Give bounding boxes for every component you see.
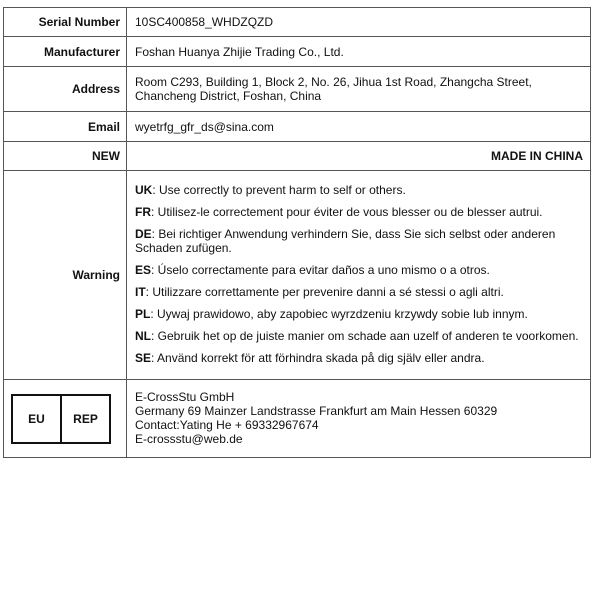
warning-line-nl bbox=[135, 329, 584, 343]
lang-code: UK bbox=[135, 183, 153, 197]
lang-code: ES bbox=[135, 263, 152, 277]
lang-code: SE bbox=[135, 351, 152, 365]
lang-code: DE bbox=[135, 227, 152, 241]
email-row bbox=[4, 112, 591, 142]
serial-number-label: Serial Number bbox=[4, 8, 127, 37]
manufacturer-label: Manufacturer bbox=[4, 37, 127, 67]
warning-sentence: : Úselo correctamente para evitar daños a uno mismo o a otros. bbox=[151, 263, 490, 277]
eu-rep-badge bbox=[11, 394, 111, 444]
serial-number-value: 10SC400858_WHDZQZD bbox=[127, 8, 591, 37]
warning-sentence: : Utilisez-le correctement pour éviter de vous blesser ou de blesser autrui. bbox=[151, 205, 543, 219]
email-value: wyetrfg_gfr_ds@sina.com bbox=[127, 112, 591, 142]
warning-text bbox=[127, 171, 591, 380]
warning-sentence: : Use correctly to prevent harm to self or others. bbox=[152, 183, 406, 197]
address-label: Address bbox=[4, 67, 127, 112]
warning-line-es bbox=[135, 263, 584, 277]
warning-line-pl bbox=[135, 307, 584, 321]
eu-rep-email: E-crossstu@web.de bbox=[135, 432, 243, 446]
warning-label: Warning bbox=[4, 171, 127, 380]
lang-code: IT bbox=[135, 285, 146, 299]
manufacturer-value: Foshan Huanya Zhijie Trading Co., Ltd. bbox=[127, 37, 591, 67]
eu-rep-contact: Contact:Yating He + 69332967674 bbox=[135, 418, 319, 432]
warning-row bbox=[4, 171, 591, 380]
serial-number-row bbox=[4, 8, 591, 37]
warning-sentence: : Gebruik het op de juiste manier om schade aan uzelf of anderen te voorkomen. bbox=[151, 329, 579, 343]
made-in-china-value: MADE IN CHINA bbox=[127, 142, 591, 171]
warning-line-de bbox=[135, 227, 584, 255]
product-label-table bbox=[3, 7, 591, 458]
new-label: NEW bbox=[4, 142, 127, 171]
warning-sentence: : Uywaj prawidowo, aby zapobiec wyrzdzeniu krzywdy sobie lub innym. bbox=[150, 307, 528, 321]
warning-sentence: : Utilizzare correttamente per prevenire danni a sé stessi o agli altri. bbox=[145, 285, 504, 299]
lang-code: NL bbox=[135, 329, 151, 343]
eu-rep-badge-cell bbox=[4, 380, 127, 458]
email-label: Email bbox=[4, 112, 127, 142]
lang-code: PL bbox=[135, 307, 151, 321]
eu-rep-details bbox=[127, 380, 591, 458]
warning-line-fr bbox=[135, 205, 584, 219]
eu-badge-text: EU bbox=[11, 394, 62, 444]
lang-code: FR bbox=[135, 205, 151, 219]
manufacturer-row bbox=[4, 37, 591, 67]
warning-line-uk bbox=[135, 183, 584, 197]
address-value: Room C293, Building 1, Block 2, No. 26, Jihua 1st Road, Zhangcha Street, Chancheng District, Foshan, China bbox=[127, 67, 591, 112]
warning-sentence: : Använd korrekt för att förhindra skada på dig själv eller andra. bbox=[151, 351, 485, 365]
warning-line-se bbox=[135, 351, 584, 365]
address-row bbox=[4, 67, 591, 112]
warning-line-it bbox=[135, 285, 584, 299]
eu-rep-row bbox=[4, 380, 591, 458]
warning-sentence: : Bei richtiger Anwendung verhindern Sie, dass Sie sich selbst oder anderen Schaden zufügen. bbox=[135, 227, 556, 255]
eu-rep-company: E-CrossStu GmbH bbox=[135, 390, 235, 404]
new-row bbox=[4, 142, 591, 171]
eu-rep-address: Germany 69 Mainzer Landstrasse Frankfurt am Main Hessen 60329 bbox=[135, 404, 498, 418]
rep-badge-text: REP bbox=[62, 394, 111, 444]
